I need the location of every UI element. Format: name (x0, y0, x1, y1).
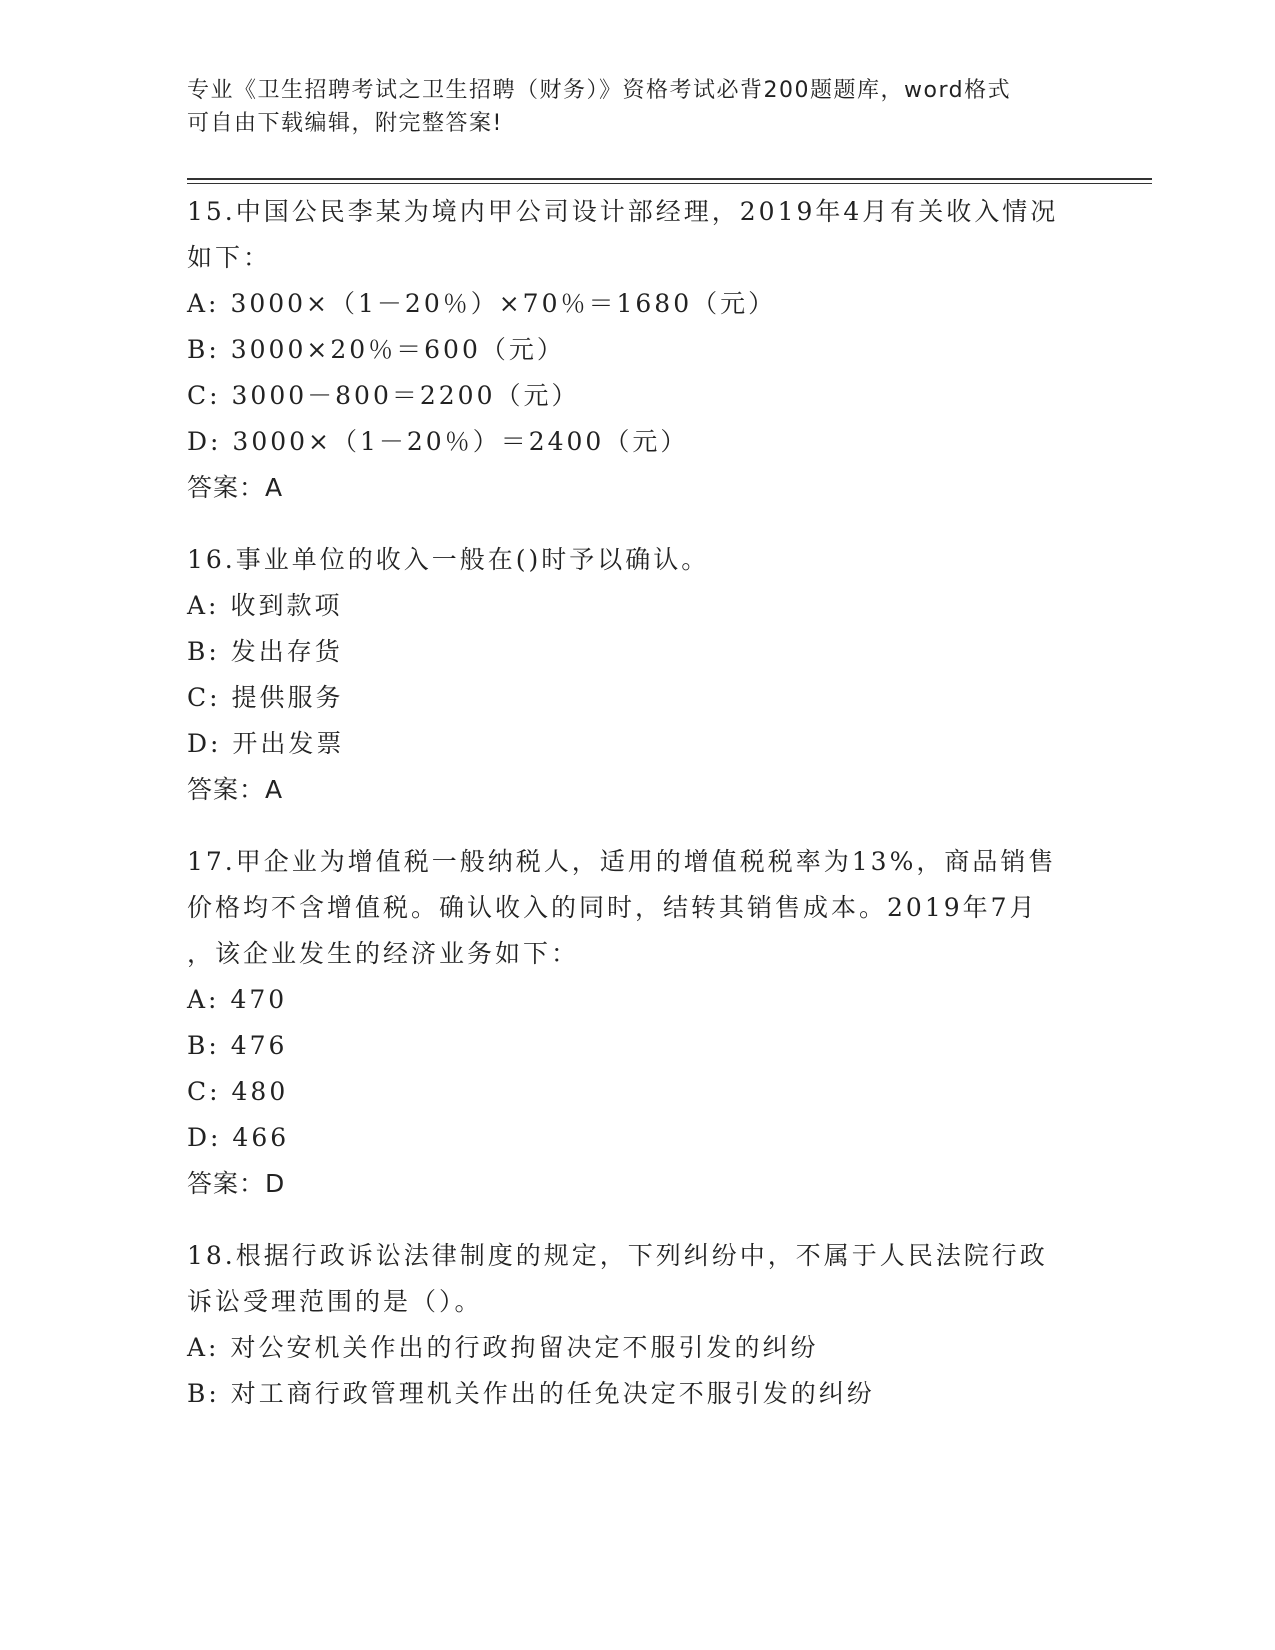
option-text: 收到款项 (230, 591, 343, 620)
option-text: 466 (232, 1123, 290, 1152)
answer-line: 答案：D (187, 1169, 286, 1198)
option-text: 476 (230, 1031, 288, 1060)
option-letter: C: (187, 683, 221, 712)
question-block (187, 1233, 1087, 1417)
option-letter: A: (187, 591, 220, 620)
header-line-1: 专业《卫生招聘考试之卫生招聘（财务）》资格考试必背200题题库，word格式 (187, 78, 1012, 103)
question-stem-line: 价格均不含增值税。确认收入的同时，结转其销售成本。2019年7月 (187, 893, 1038, 922)
answer-line: 答案：A (187, 775, 284, 804)
question-list (187, 189, 1087, 1443)
option-row (187, 583, 1087, 629)
option-row (187, 1325, 1087, 1371)
question-stem-line: 17.甲企业为增值税一般纳税人，适用的增值税税率为13%，商品销售 (187, 847, 1057, 876)
question-stem-line: 15.中国公民李某为境内甲公司设计部经理，2019年4月有关收入情况 (187, 197, 1059, 226)
option-row (187, 1069, 1087, 1115)
question-stem-line: 18.根据行政诉讼法律制度的规定，下列纠纷中，不属于人民法院行政 (187, 1241, 1048, 1270)
option-row (187, 629, 1087, 675)
option-text: 470 (230, 985, 288, 1014)
option-text: 发出存货 (230, 637, 343, 666)
question-stem-line: ，该企业发生的经济业务如下： (187, 939, 580, 968)
option-row (187, 327, 1087, 373)
question-block (187, 189, 1087, 511)
option-row (187, 721, 1087, 767)
option-row (187, 1115, 1087, 1161)
option-text: 3000×（1－20％）＝2400（元） (232, 427, 689, 456)
option-letter: A: (187, 1333, 220, 1362)
document-header (187, 74, 1067, 140)
option-letter: A: (187, 985, 220, 1014)
answer-line: 答案：A (187, 473, 284, 502)
question-stem-line: 诉讼受理范围的是（）。 (187, 1287, 483, 1316)
option-row (187, 281, 1087, 327)
option-letter: B: (187, 1031, 220, 1060)
question-block (187, 537, 1087, 813)
option-text: 对公安机关作出的行政拘留决定不服引发的纠纷 (230, 1333, 819, 1362)
option-row (187, 675, 1087, 721)
option-letter: B: (187, 637, 220, 666)
option-row (187, 419, 1087, 465)
option-letter: D: (187, 427, 222, 456)
header-line-2: 可自由下载编辑，附完整答案! (187, 111, 503, 136)
option-letter: C: (187, 1077, 221, 1106)
header-divider-thin (187, 183, 1152, 184)
option-letter: D: (187, 1123, 222, 1152)
option-text: 对工商行政管理机关作出的任免决定不服引发的纠纷 (230, 1379, 875, 1408)
option-row (187, 977, 1087, 1023)
option-text: 提供服务 (231, 683, 344, 712)
option-letter: A: (187, 289, 220, 318)
option-row (187, 1023, 1087, 1069)
option-letter: D: (187, 729, 222, 758)
option-letter: C: (187, 381, 221, 410)
option-text: 3000×20％＝600（元） (230, 335, 565, 364)
option-text: 3000－800＝2200（元） (231, 381, 580, 410)
option-text: 3000×（1－20％）×70％＝1680（元） (230, 289, 777, 318)
option-letter: B: (187, 335, 220, 364)
question-stem-line: 16.事业单位的收入一般在()时予以确认。 (187, 545, 710, 574)
question-block (187, 839, 1087, 1207)
option-text: 开出发票 (232, 729, 345, 758)
option-text: 480 (231, 1077, 289, 1106)
header-divider-thick (187, 178, 1152, 180)
question-stem-line: 如下： (187, 243, 272, 272)
option-letter: B: (187, 1379, 220, 1408)
option-row (187, 373, 1087, 419)
option-row (187, 1371, 1087, 1417)
